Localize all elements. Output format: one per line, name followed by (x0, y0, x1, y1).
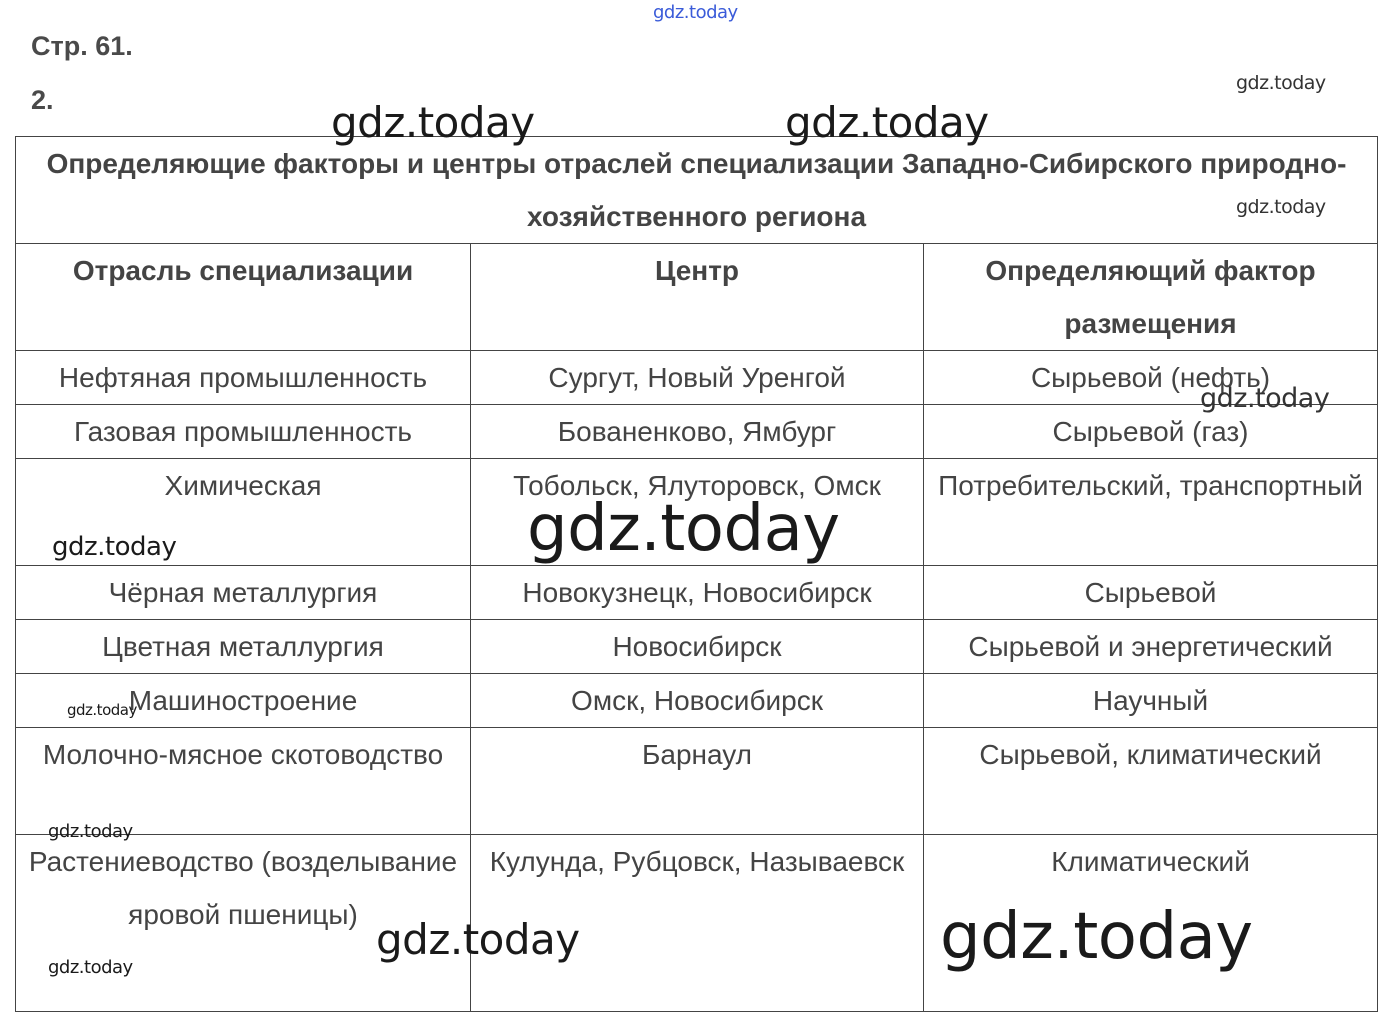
cell-industry: Растениеводство (возделывание яровой пшеницы) (16, 835, 471, 1012)
cell-industry: Чёрная металлургия (16, 566, 471, 620)
cell-industry: Газовая промышленность (16, 405, 471, 459)
watermark: gdz.today (940, 900, 1253, 974)
cell-factor: Сырьевой (924, 566, 1378, 620)
cell-factor: Сырьевой (нефть) (924, 351, 1378, 405)
watermark: gdz.today (1236, 196, 1326, 218)
watermark: gdz.today (52, 532, 177, 562)
cell-industry: Цветная металлургия (16, 620, 471, 674)
watermark: gdz.today (48, 821, 133, 842)
table-row (16, 351, 1378, 405)
cell-industry: Машиностроение (16, 674, 471, 728)
watermark: gdz.today (785, 98, 989, 147)
table-row (16, 566, 1378, 620)
column-header-factor: Определяющий фактор размещения (924, 244, 1378, 351)
watermark: gdz.today (1200, 383, 1330, 414)
page-reference: Стр. 61. (31, 31, 133, 61)
cell-center: Тобольск, Ялуторовск, Омск (471, 459, 924, 566)
column-header-industry: Отрасль специализации (16, 244, 471, 351)
cell-factor: Сырьевой, климатический (924, 728, 1378, 835)
watermark: gdz.today (1236, 72, 1326, 94)
cell-center: Омск, Новосибирск (471, 674, 924, 728)
watermark: gdz.today (527, 492, 840, 566)
cell-industry: Химическая (16, 459, 471, 566)
cell-center: Кулунда, Рубцовск, Называевск (471, 835, 924, 1012)
watermark: gdz.today (376, 915, 580, 964)
table-caption: Определяющие факторы и центры отраслей специализации Западно-Сибирского природно-хозяйственного региона (16, 137, 1378, 244)
cell-center: Бованенково, Ямбург (471, 405, 924, 459)
specialization-table (15, 136, 1378, 1012)
table-row (16, 620, 1378, 674)
column-header-center: Центр (471, 244, 924, 351)
task-number: 2. (31, 85, 54, 115)
watermark: gdz.today (331, 98, 535, 147)
cell-center: Новосибирск (471, 620, 924, 674)
cell-center: Новокузнецк, Новосибирск (471, 566, 924, 620)
cell-factor: Потребительский, транспортный (924, 459, 1378, 566)
cell-factor: Сырьевой и энергетический (924, 620, 1378, 674)
table-row (16, 728, 1378, 835)
cell-industry: Нефтяная промышленность (16, 351, 471, 405)
watermark-logo: gdz.today (653, 2, 738, 23)
cell-center: Сургут, Новый Уренгой (471, 351, 924, 405)
cell-factor: Сырьевой (газ) (924, 405, 1378, 459)
cell-center: Барнаул (471, 728, 924, 835)
table-row (16, 674, 1378, 728)
table-row (16, 405, 1378, 459)
cell-industry: Молочно-мясное скотоводство (16, 728, 471, 835)
cell-factor: Научный (924, 674, 1378, 728)
watermark: gdz.today (48, 957, 133, 978)
watermark: gdz.today (67, 701, 137, 719)
cell-factor: Климатический (924, 835, 1378, 1012)
